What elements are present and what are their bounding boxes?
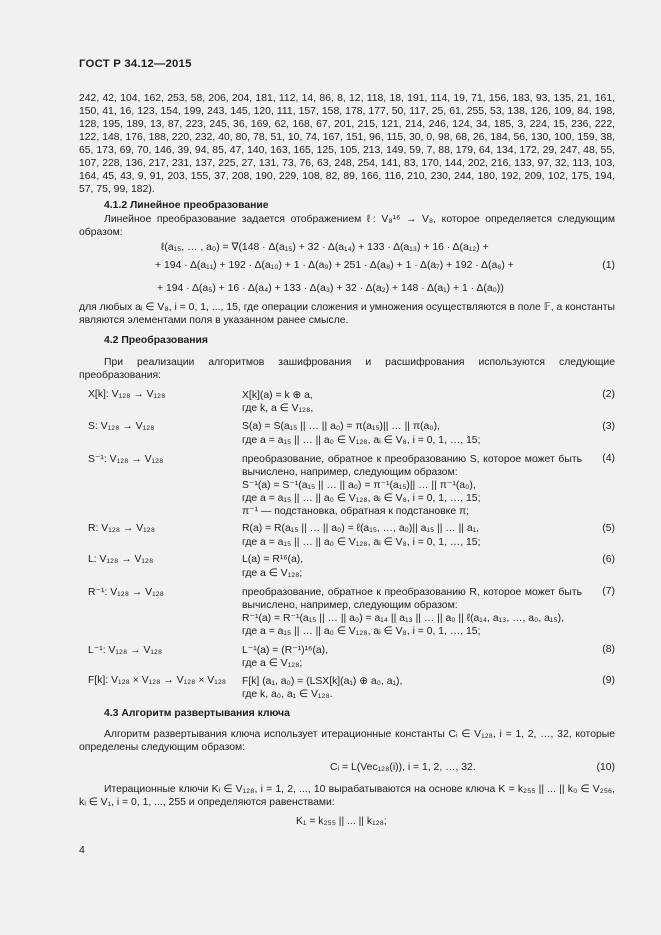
equation-6-number: (6) <box>602 554 615 565</box>
transform-f-where: где k, a₀, a₁ ∈ V₁₂₈. <box>242 689 333 700</box>
transform-r-inv-signature: R⁻¹: V₁₂₈ → V₁₂₈ <box>88 587 164 598</box>
transform-x-where: где k, a ∈ V₁₂₈, <box>242 403 314 414</box>
equation-10-number: (10) <box>596 762 615 773</box>
transform-l-inv-where: где a ∈ V₁₂₈; <box>242 658 303 669</box>
equation-7-number: (7) <box>602 586 615 597</box>
page-number: 4 <box>79 844 85 856</box>
equation-1-number: (1) <box>602 260 615 271</box>
transform-f-def: F[k] (a₁, a₀) = (LSX[k](a₁) ⊕ a₀, a₁), <box>242 676 403 687</box>
key-k1-formula: K₁ = k₂₅₅ || ... || k₁₂₈; <box>296 816 387 827</box>
equation-1-line-2: + 194 · Δ(a₁₁) + 192 · Δ(a₁₀) + 1 · Δ(a₉) + 251 · Δ(a₈) + 1 · Δ(a₇) + 192 · Δ(a₆) + <box>155 260 514 271</box>
transform-s-inv-where: где a = a₁₅ || … || a₀ ∈ V₁₂₈, aᵢ ∈ V₈, i = 0, 1, …, 15; <box>242 493 481 504</box>
section-4-1-2-after: для любых aᵢ ∈ V₈, i = 0, 1, ..., 15, где операции сложения и умножения осуществляются в поле 𝔽, а константы являются элементами поля в указанном ранее смысле. <box>79 302 615 327</box>
equation-4-number: (4) <box>602 453 615 464</box>
section-4-1-2-title: 4.1.2 Линейное преобразование <box>104 200 269 211</box>
equation-1-line-1: ℓ(a₁₅, … , a₀) = ∇(148 · Δ(a₁₅) + 32 · Δ(a₁₄) + 133 · Δ(a₁₃) + 16 · Δ(a₁₂) + <box>161 242 489 253</box>
transform-x-signature: X[k]: V₁₂₈ → V₁₂₈ <box>88 389 166 400</box>
transform-s-inv-def: S⁻¹(a) = S⁻¹(a₁₅ || … || a₀) = π⁻¹(a₁₅)|| … || π⁻¹(a₀), <box>242 480 476 491</box>
transform-r-inv-where: где a = a₁₅ || … || a₀ ∈ V₁₂₈, aᵢ ∈ V₈, i = 0, 1, …, 15; <box>242 626 481 637</box>
transform-r-def: R(a) = R(a₁₅ || … || a₀) = ℓ(a₁₅, …, a₀)|| a₁₅ || … || a₁, <box>242 523 480 534</box>
equation-8-number: (8) <box>602 644 615 655</box>
equation-10: Cᵢ = L(Vec₁₂₈(i)), i = 1, 2, …, 32. <box>330 762 476 773</box>
transform-s-where: где a = a₁₅ || … || a₀ ∈ V₁₂₈, aᵢ ∈ V₈, i = 0, 1, …, 15; <box>242 435 481 446</box>
transform-s-inv-desc: преобразование, обратное к преобразованию S, которое может быть вычислено, например, следующим образом: <box>242 454 582 479</box>
transform-f-signature: F[k]: V₁₂₈ × V₁₂₈ → V₁₂₈ × V₁₂₈ <box>88 675 227 686</box>
transform-s-signature: S: V₁₂₈ → V₁₂₈ <box>88 421 155 432</box>
section-4-1-2-intro: Линейное преобразование задается отображением ℓ: V₈¹⁶ → V₈, которое определяется следующим образом: <box>79 214 615 239</box>
section-4-2-intro: При реализации алгоритмов зашифрования и расшифрования используются следующие преобразования: <box>79 357 615 382</box>
transform-s-def: S(a) = S(a₁₅ || … || a₀) = π(a₁₅)|| … || π(a₀), <box>242 421 440 432</box>
s-box-values: 242, 42, 104, 162, 253, 58, 206, 204, 181, 112, 14, 86, 8, 12, 118, 18, 191, 114, 19, 71, 156, 183, 93, 135, 21, 161, 150, 41, 16, 123, 154, 199, 243, 145, 120, 111, 157, 158, 178, 177, 50, 117, 25, 61, 255, 53, 138, 126, 109, 84, 198, 128, 195, 189, 13, 87, 223, 245, 36, 169, 62, 168, 67, 201, 215, 121, 214, 246, 124, 34, 185, 3, 224, 15, 236, 222, 122, 148, 176, 188, 220, 232, 40, 80, 78, 51, 10, 74, 167, 151, 96, 115, 30, 0, 98, 68, 26, 184, 56, 130, 100, 159, 38, 65, 173, 69, 70, 146, 39, 94, 85, 47, 140, 163, 165, 125, 105, 213, 149, 59, 7, 88, 179, 64, 134, 172, 29, 247, 48, 55, 107, 228, 136, 217, 231, 137, 225, 27, 131, 73, 76, 63, 248, 254, 141, 83, 170, 144, 202, 216, 133, 97, 32, 113, 103, 164, 45, 43, 9, 91, 203, 155, 37, 208, 190, 229, 108, 82, 89, 166, 116, 210, 230, 244, 180, 192, 209, 102, 175, 194, 57, 75, 99, 182). <box>79 93 615 196</box>
transform-r-inv-desc: преобразование, обратное к преобразованию R, которое может быть вычислено, например, следующим образом: <box>242 587 582 612</box>
transform-s-inv-signature: S⁻¹: V₁₂₈ → V₁₂₈ <box>88 454 164 465</box>
transform-r-inv-def: R⁻¹(a) = R⁻¹(a₁₅ || … || a₀) = a₁₄ || a₁₃ || … || a₀ || ℓ(a₁₄, a₁₃, …, a₀, a₁₅), <box>242 613 564 624</box>
transform-l-inv-def: L⁻¹(a) = (R⁻¹)¹⁶(a), <box>242 645 328 656</box>
section-4-3-keys: Итерационные ключи Kᵢ ∈ V₁₂₈, i = 1, 2, ..., 10 вырабатываются на основе ключа K = k₂₅₅ || ... || k₀ ∈ V₂₅₆, kᵢ ∈ V₁, i = 0, 1, ..., 255 и определяются равенствами: <box>79 784 615 809</box>
transform-s-inv-pi-note: π⁻¹ — подстановка, обратная к подстановке π; <box>242 506 470 517</box>
transform-l-def: L(a) = R¹⁶(a), <box>242 554 304 565</box>
transform-x-def: X[k](a) = k ⊕ a, <box>242 390 313 401</box>
document-header: ГОСТ Р 34.12—2015 <box>79 58 192 70</box>
transform-r-signature: R: V₁₂₈ → V₁₂₈ <box>88 523 155 534</box>
equation-2-number: (2) <box>602 389 615 400</box>
transform-l-inv-signature: L⁻¹: V₁₂₈ → V₁₂₈ <box>88 645 163 656</box>
section-4-2-title: 4.2 Преобразования <box>104 335 208 346</box>
transform-r-where: где a = a₁₅ || … || a₀ ∈ V₁₂₈, aᵢ ∈ V₈, i = 0, 1, …, 15; <box>242 537 481 548</box>
section-4-3-intro: Алгоритм развертывания ключа использует итерационные константы Cᵢ ∈ V₁₂₈, i = 1, 2, …, 32, которые определены следующим образом: <box>79 729 615 754</box>
equation-9-number: (9) <box>602 675 615 686</box>
transform-l-where: где a ∈ V₁₂₈; <box>242 568 303 579</box>
equation-5-number: (5) <box>602 523 615 534</box>
equation-1-line-3: + 194 · Δ(a₅) + 16 · Δ(a₄) + 133 · Δ(a₃) + 32 · Δ(a₂) + 148 · Δ(a₁) + 1 · Δ(a₀)) <box>157 283 504 294</box>
section-4-3-title: 4.3 Алгоритм развертывания ключа <box>104 708 290 719</box>
equation-3-number: (3) <box>602 421 615 432</box>
transform-l-signature: L: V₁₂₈ → V₁₂₈ <box>88 554 154 565</box>
